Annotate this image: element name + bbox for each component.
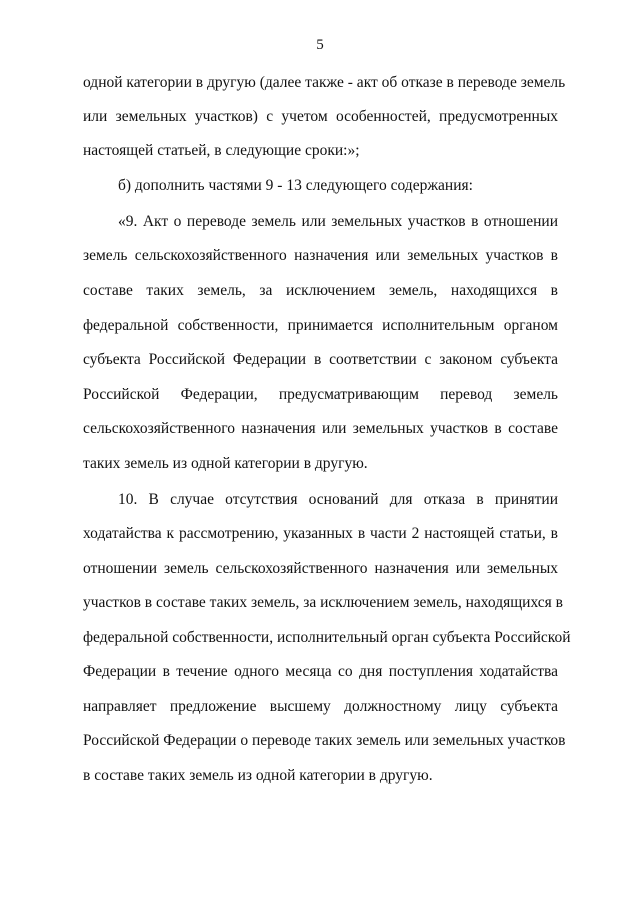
paragraph-line: настоящей статьей, в следующие сроки:»; [83,142,360,159]
paragraph-line: субъекта Российской Федерации в соответствии с законом субъекта [83,351,558,368]
paragraph-line: составе таких земель, за исключением земель, находящихся в [83,282,558,299]
paragraph-line: федеральной собственности, исполнительный орган субъекта Российской [83,629,571,646]
paragraph-line: в составе таких земель из одной категории в другую. [83,767,433,784]
paragraph-line: или земельных участков) с учетом особенностей, предусмотренных [83,108,558,125]
paragraph-line: 10. В случае отсутствия оснований для отказа в принятии [118,491,558,508]
paragraph-line: участков в составе таких земель, за исключением земель, находящихся в [83,594,563,611]
paragraph-line: федеральной собственности, принимается исполнительным органом [83,317,558,334]
paragraph-line: ходатайства к рассмотрению, указанных в части 2 настоящей статьи, в [83,525,558,542]
paragraph-line: б) дополнить частями 9 - 13 следующего содержания: [118,177,473,194]
paragraph-line: сельскохозяйственного назначения или земельных участков в составе [83,420,558,437]
paragraph-line: одной категории в другую (далее также - акт об отказе в переводе земель [83,74,566,91]
page-number: 5 [316,37,324,53]
paragraph-line: Российской Федерации, предусматривающим перевод земель [83,386,558,403]
paragraph-line: Федерации в течение одного месяца со дня поступления ходатайства [83,663,558,680]
paragraph-line: земель сельскохозяйственного назначения или земельных участков в [83,247,558,264]
paragraph-line: «9. Акт о переводе земель или земельных участков в отношении [118,213,558,230]
paragraph-line: Российской Федерации о переводе таких земель или земельных участков [83,732,566,749]
paragraph-line: направляет предложение высшему должностному лицу субъекта [83,698,558,715]
paragraph-line: таких земель из одной категории в другую. [83,455,368,472]
paragraph-line: отношении земель сельскохозяйственного назначения или земельных [83,560,558,577]
